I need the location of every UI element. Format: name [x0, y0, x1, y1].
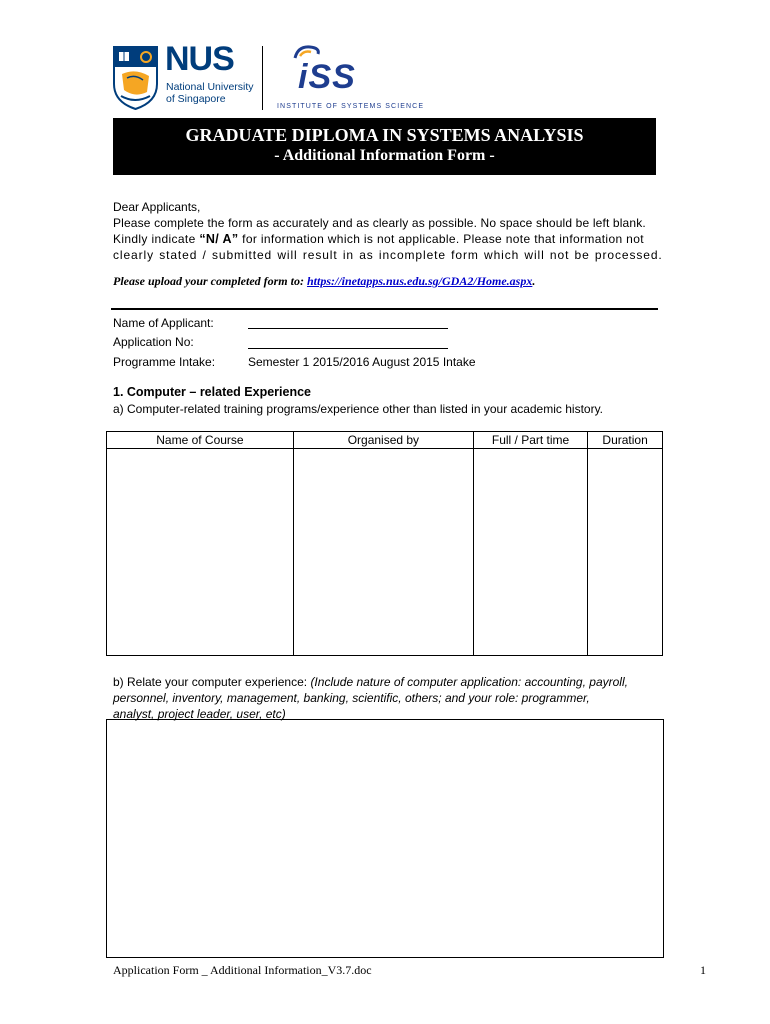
nus-logo: [113, 40, 263, 112]
section-1b-instruction: [113, 674, 663, 722]
upload-end: .: [532, 274, 536, 288]
iss-wordmark: iSS: [298, 58, 356, 96]
greeting: Dear Applicants,: [113, 200, 201, 214]
title-banner: [113, 118, 656, 175]
programme-intake-label: Programme Intake:: [113, 355, 216, 369]
section-1a-instruction: a) Computer-related training programs/experience other than listed in your academic history.: [113, 402, 604, 416]
section-1b-hint-3: analyst, project leader, user, etc): [113, 707, 286, 721]
intro-line-2-pre: Kindly indicate: [113, 232, 200, 246]
iss-fullname: INSTITUTE OF SYSTEMS SCIENCE: [277, 103, 425, 110]
iss-logo: [270, 44, 425, 114]
intro-line-1: Please complete the form as accurately and as clearly as possible. No space should be left blank.: [113, 216, 646, 230]
na-text: “N/ A”: [199, 232, 239, 246]
nus-fullname-line1: National University: [166, 81, 254, 93]
col-duration: Duration: [588, 432, 663, 449]
logo-divider: [262, 46, 263, 110]
form-title: GRADUATE DIPLOMA IN SYSTEMS ANALYSIS: [185, 125, 584, 145]
programme-intake-value: Semester 1 2015/2016 August 2015 Intake: [248, 355, 476, 369]
experience-table: [106, 431, 663, 656]
applicant-name-field[interactable]: [248, 328, 448, 329]
course-name-cell[interactable]: [107, 449, 294, 656]
upload-link[interactable]: https://inetapps.nus.edu.sg/GDA2/Home.aspx: [306, 274, 533, 288]
full-part-time-cell[interactable]: [473, 449, 587, 656]
application-no-label: Application No:: [113, 335, 194, 349]
intro-line-3: clearly stated / submitted will result in as incomplete form which will not be processed.: [113, 248, 663, 262]
table-row: [107, 449, 663, 656]
upload-instruction: [113, 274, 535, 289]
section-1b-hint-1: (Include nature of computer application: accounting, payroll,: [310, 675, 628, 689]
page-number: 1: [700, 963, 706, 977]
organised-by-cell[interactable]: [293, 449, 473, 656]
col-organised-by: Organised by: [293, 432, 473, 449]
footer-document-name: Application Form _ Additional Information_V3.7.doc: [113, 963, 372, 977]
col-full-part-time: Full / Part time: [473, 432, 587, 449]
section-1-title: 1. Computer – related Experience: [113, 385, 311, 399]
table-header-row: [107, 432, 663, 449]
nus-fullname-line2: of Singapore: [166, 93, 226, 105]
intro-text: [113, 199, 663, 263]
nus-fullname: [166, 81, 254, 105]
computer-experience-textbox[interactable]: [106, 719, 664, 958]
intro-line-2-post: for information which is not applicable. Please note that information not: [238, 232, 644, 246]
upload-text: Please upload your completed form to:: [113, 274, 307, 288]
intro-line-2: [113, 231, 658, 247]
duration-cell[interactable]: [588, 449, 663, 656]
nus-shield-icon: [113, 46, 158, 110]
applicant-name-label: Name of Applicant:: [113, 316, 214, 330]
form-subtitle: - Additional Information Form -: [274, 147, 495, 164]
col-name-of-course: Name of Course: [107, 432, 294, 449]
application-no-field[interactable]: [248, 348, 448, 349]
section-divider: [111, 308, 658, 310]
section-1b-hint-2: personnel, inventory, management, banking, scientific, others; and your role: programmer,: [113, 691, 590, 705]
nus-wordmark: NUS: [165, 40, 234, 78]
section-1b-text: b) Relate your computer experience:: [113, 675, 311, 689]
